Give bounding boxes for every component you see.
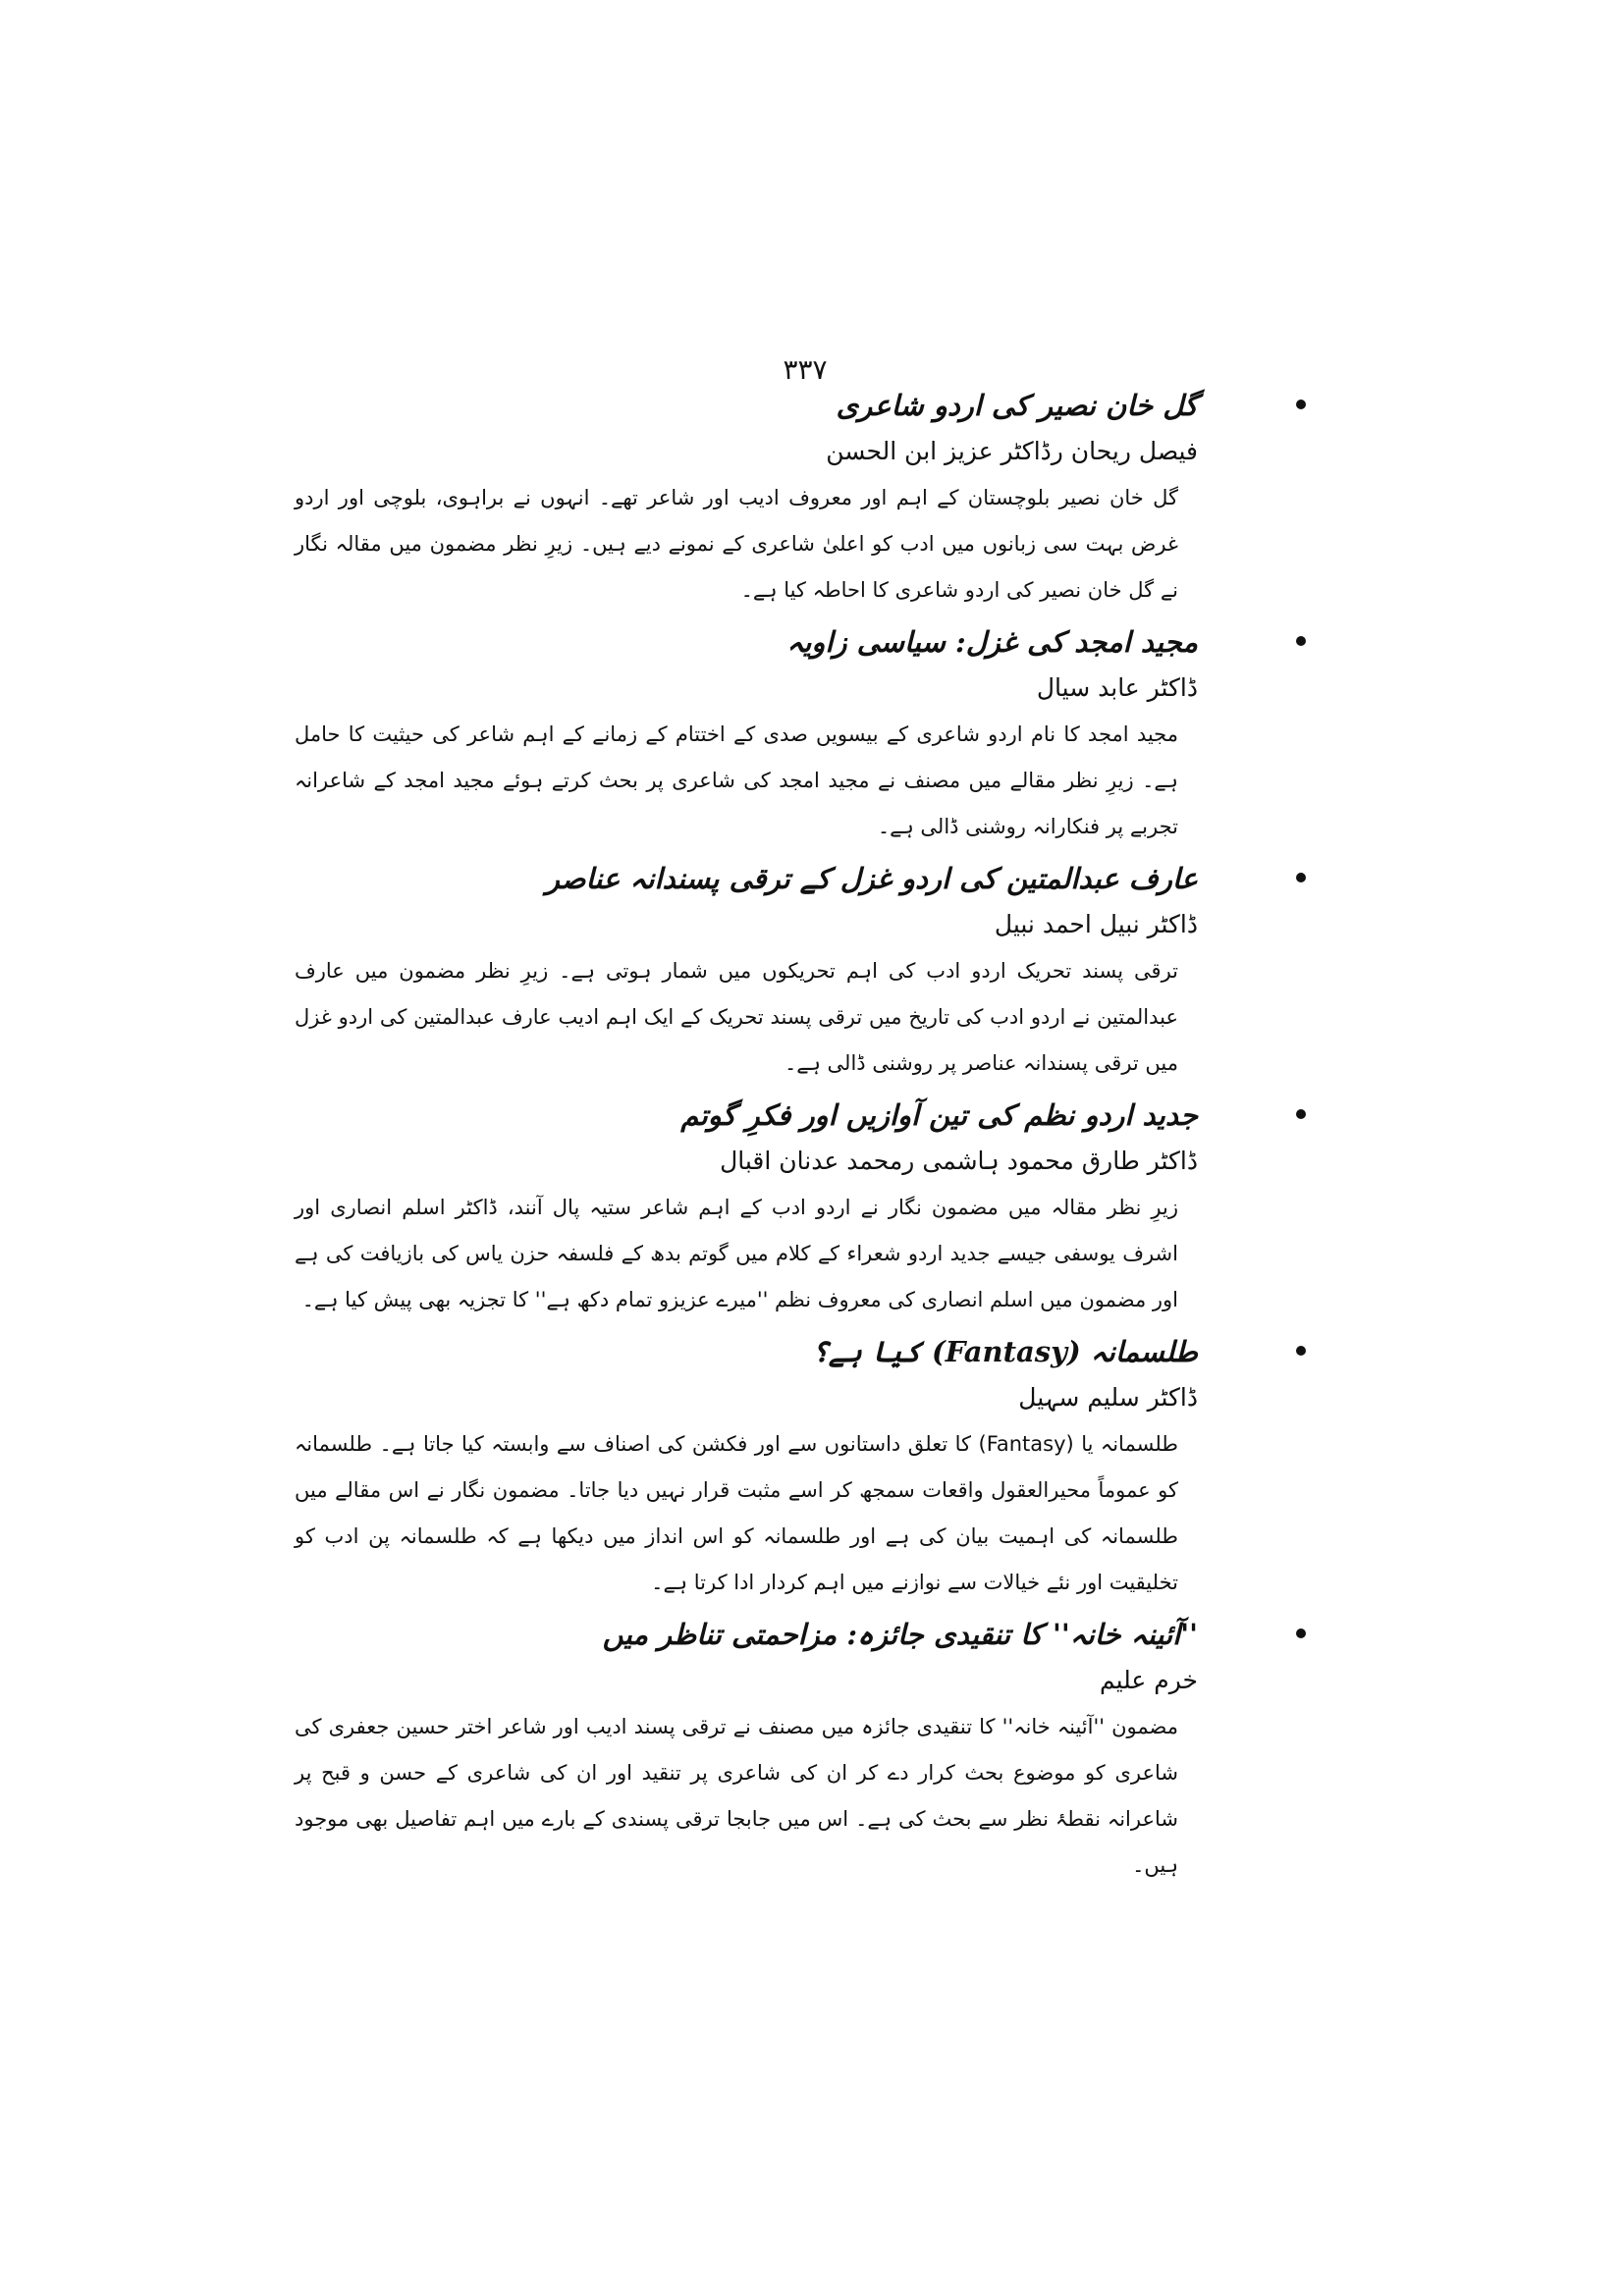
bullet-icon xyxy=(1296,636,1306,646)
entry-title xyxy=(295,619,1306,665)
bullet-icon xyxy=(1296,1109,1306,1119)
entry-title-text: جدید اردو نظم کی تین آوازیں اور فکرِ گوتم xyxy=(680,1098,1198,1132)
bullet-icon xyxy=(1296,873,1306,882)
bullet-icon xyxy=(1296,1629,1306,1638)
entry-summary: طلسمانہ یا (Fantasy) کا تعلق داستانوں سے اور فکشن کی اصناف سے وابستہ کیا جاتا ہے۔ طلسمانہ کو عموماً محیرالعقول واقعات سمجھ کر اسے مثبت قرار نہیں دیا جاتا۔ مضمون نگار نے اس مقالے میں طلسمانہ کی اہمیت بیان کی ہے اور طلسمانہ کو اس انداز میں دیکھا ہے کہ طلسمانہ پن ادب کو تخلیقیت اور نئے خیالات سے نوازنے میں اہم کردار ادا کرتا ہے۔ xyxy=(295,1432,1178,1594)
entry-summary: مجید امجد کا نام اردو شاعری کے بیسویں صدی کے اختتام کے زمانے کے اہم شاعر کی حیثیت کا حامل ہے۔ زیرِ نظر مقالے میں مصنف نے مجید امجد کی شاعری پر بحث کرتے ہوئے مجید امجد کے شاعرانہ تجربے پر فنکارانہ روشنی ڈالی ہے۔ xyxy=(295,722,1178,838)
entry-title xyxy=(295,383,1306,428)
entry-author: ڈاکٹر سلیم سہیل xyxy=(1018,1383,1198,1412)
entry-author: ڈاکٹر نبیل احمد نبیل xyxy=(994,910,1198,938)
abstracts-list xyxy=(295,383,1306,1895)
entry-author: فیصل ریحان رڈاکٹر عزیز ابن الحسن xyxy=(826,437,1198,465)
abstract-entry xyxy=(295,1329,1306,1606)
entry-summary: ترقی پسند تحریک اردو ادب کی اہم تحریکوں میں شمار ہوتی ہے۔ زیرِ نظر مضمون میں عارف عبدالمتین نے اردو ادب کی تاریخ میں ترقی پسند تحریک کے ایک اہم ادیب عارف عبدالمتین کی اردو غزل میں ترقی پسندانہ عناصر پر روشنی ڈالی ہے۔ xyxy=(295,959,1178,1075)
abstract-entry xyxy=(295,619,1306,850)
page-number: ۳۳۷ xyxy=(783,353,828,386)
entry-title-text: گل خان نصیر کی اردو شاعری xyxy=(836,389,1198,422)
bullet-icon xyxy=(1296,400,1306,409)
entry-summary: گل خان نصیر بلوچستان کے اہم اور معروف ادیب اور شاعر تھے۔ انہوں نے براہوی، بلوچی اور اردو غرض بہت سی زبانوں میں ادب کو اعلیٰ شاعری کے نمونے دیے ہیں۔ زیرِ نظر مضمون میں مقالہ نگار نے گل خان نصیر کی اردو شاعری کا احاطہ کیا ہے۔ xyxy=(295,486,1178,602)
abstract-entry xyxy=(295,856,1306,1087)
entry-title-text: طلسمانہ (Fantasy) کیا ہے؟ xyxy=(811,1335,1198,1368)
entry-title-text: ''آئینہ خانہ'' کا تنقیدی جائزہ: مزاحمتی تناظر میں xyxy=(602,1618,1198,1651)
entry-title xyxy=(295,856,1306,901)
bullet-icon xyxy=(1296,1346,1306,1356)
entry-author: خرم علیم xyxy=(1099,1666,1198,1694)
entry-title xyxy=(295,1329,1306,1374)
entry-summary: زیرِ نظر مقالہ میں مضمون نگار نے اردو ادب کے اہم شاعر ستیہ پال آنند، ڈاکٹر اسلم انصاری اور اشرف یوسفی جیسے جدید اردو شعراء کے کلام میں گوتم بدھ کے فلسفہ حزن یاس کی بازیافت کی ہے اور مضمون میں اسلم انصاری کی معروف نظم ''میرے عزیزو تمام دکھ ہے'' کا تجزیہ بھی پیش کیا ہے۔ xyxy=(295,1196,1178,1311)
abstract-entry xyxy=(295,1093,1306,1323)
abstract-entry xyxy=(295,1612,1306,1889)
entry-title xyxy=(295,1612,1306,1657)
abstract-entry xyxy=(295,383,1306,614)
entry-author: ڈاکٹر طارق محمود ہاشمی رمحمد عدنان اقبال xyxy=(720,1147,1198,1175)
entry-summary: مضمون ''آئینہ خانہ'' کا تنقیدی جائزہ میں مصنف نے ترقی پسند ادیب اور شاعر اختر حسین جعفری کی شاعری کو موضوع بحث کرار دے کر ان کی شاعری پر تنقید اور ان کی شاعری کے حسن و قبح پر شاعرانہ نقطۂ نظر سے بحث کی ہے۔ اس میں جابجا ترقی پسندی کے بارے میں اہم تفاصیل بھی موجود ہیں۔ xyxy=(295,1715,1178,1877)
entry-title-text: عارف عبدالمتین کی اردو غزل کے ترقی پسندانہ عناصر xyxy=(545,862,1198,895)
entry-author: ڈاکٹر عابد سیال xyxy=(1036,673,1198,702)
entry-title-text: مجید امجد کی غزل: سیاسی زاویہ xyxy=(786,625,1198,659)
entry-title xyxy=(295,1093,1306,1138)
